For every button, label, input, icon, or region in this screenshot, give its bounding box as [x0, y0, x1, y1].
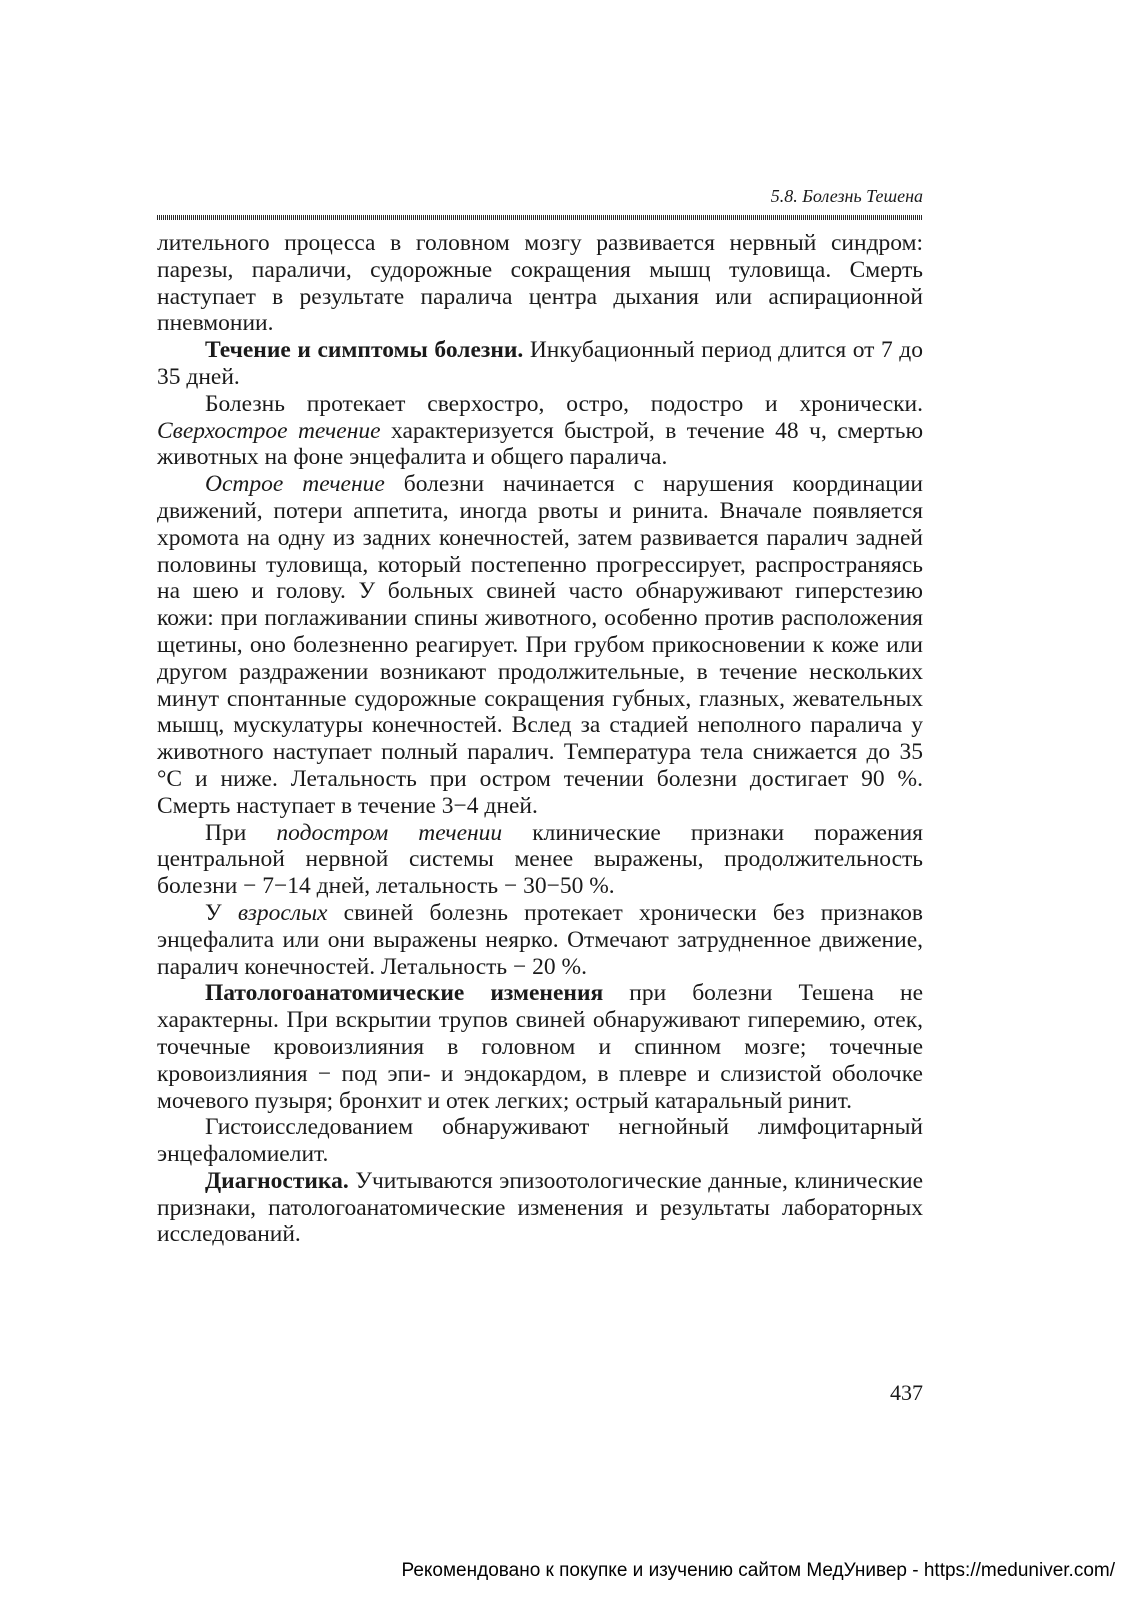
header-rule: [157, 215, 923, 220]
paragraph-text: свиней болезнь протекает хронически без признаков энцефалита или они выражены неярко. Отмечают затрудненное движение, паралич конечностей. Летальность − 20 %.: [157, 899, 923, 980]
paragraph-text: При: [205, 819, 277, 846]
paragraph-text: болезни начинается с нарушения координации движений, потери аппетита, иногда рвоты и ринита. Вначале появляется хромота на одну из задних конечностей, затем развивается паралич задней половины туловища, который постепенно прогрессирует, распространяясь на шею и голову. У больных свиней часто обнаруживают гиперстезию кожи: при поглаживании спины животного, особенно против расположения щетины, оно болезненно реагирует. При грубом прикосновении к коже или другом раздражении возникают продолжительные, в течение нескольких минут спонтанные судорожные сокращения губных, глазных, жевательных мышц, мускулатуры конечностей. Вслед за стадией неполного паралича у животного наступает полный паралич. Температура тела снижается до 35 °С и ниже. Летальность при остром течении болезни достигает 90 %. Смерть наступает в течение 3−4 дней.: [157, 471, 923, 819]
running-title: 5.8. Болезнь Тешена: [770, 186, 923, 206]
section-heading: Патологоанатомические изменения: [205, 980, 604, 1007]
italic-term: Острое течение: [205, 471, 385, 498]
paragraph-text: при болезни Тешена не характерны. При вскрытии трупов свиней обнаруживают гиперемию, отек, точечные кровоизлияния в головном и спинном мозге; точечные кровоизлияния − под эпи- и эндокардом, в плевре и слизистой оболочке мочевого пузыря; бронхит и отек легких; острый катаральный ринит.: [157, 980, 923, 1114]
paragraph: [157, 391, 923, 471]
page-number: 437: [890, 1380, 923, 1405]
paragraph: [157, 980, 923, 1114]
paragraph: [157, 900, 923, 980]
body-text: [157, 230, 923, 1248]
paragraph: [157, 820, 923, 900]
paragraph: [157, 230, 923, 337]
paragraph-text: клинические признаки поражения центральной нервной системы менее выражены, продолжительность болезни − 7−14 дней, летальность − 30−50 %.: [157, 819, 923, 900]
paragraph-text: Учитываются эпизоотологические данные, клинические признаки, патологоанатомические изменения и результаты лабораторных исследований.: [157, 1167, 923, 1248]
italic-term: Сверхострое течение: [157, 417, 381, 444]
paragraph-text: Инкубационный период длится от 7 до 35 дней.: [157, 337, 923, 390]
section-heading: Диагностика.: [205, 1167, 349, 1194]
italic-term: подостром течении: [276, 819, 503, 846]
paragraph: [157, 1114, 923, 1168]
paragraph-text: лительного процесса в головном мозгу развивается нервный синдром: парезы, параличи, судорожные сокращения мышц туловища. Смерть наступает в результате паралича центра дыхания или аспирационной пневмонии.: [157, 230, 923, 337]
paragraph-text: Болезнь протекает сверхостро, остро, подостро и хронически.: [205, 390, 923, 417]
section-heading: Течение и симптомы болезни.: [205, 337, 524, 364]
paragraph: [157, 337, 923, 391]
paragraph-text: характеризуется быстрой, в течение 48 ч, смертью животных на фоне энцефалита и общего паралича.: [157, 417, 923, 471]
paragraph-text: У: [205, 899, 238, 926]
italic-term: взрослых: [237, 899, 328, 926]
paragraph: [157, 1168, 923, 1248]
paragraph: [157, 471, 923, 819]
watermark-text: Рекомендовано к покупке и изучению сайтом МедУнивер - https://meduniver.com/: [401, 1560, 1115, 1581]
paragraph-text: Гистоисследованием обнаруживают негнойный лимфоцитарный энцефаломиелит.: [157, 1114, 923, 1168]
